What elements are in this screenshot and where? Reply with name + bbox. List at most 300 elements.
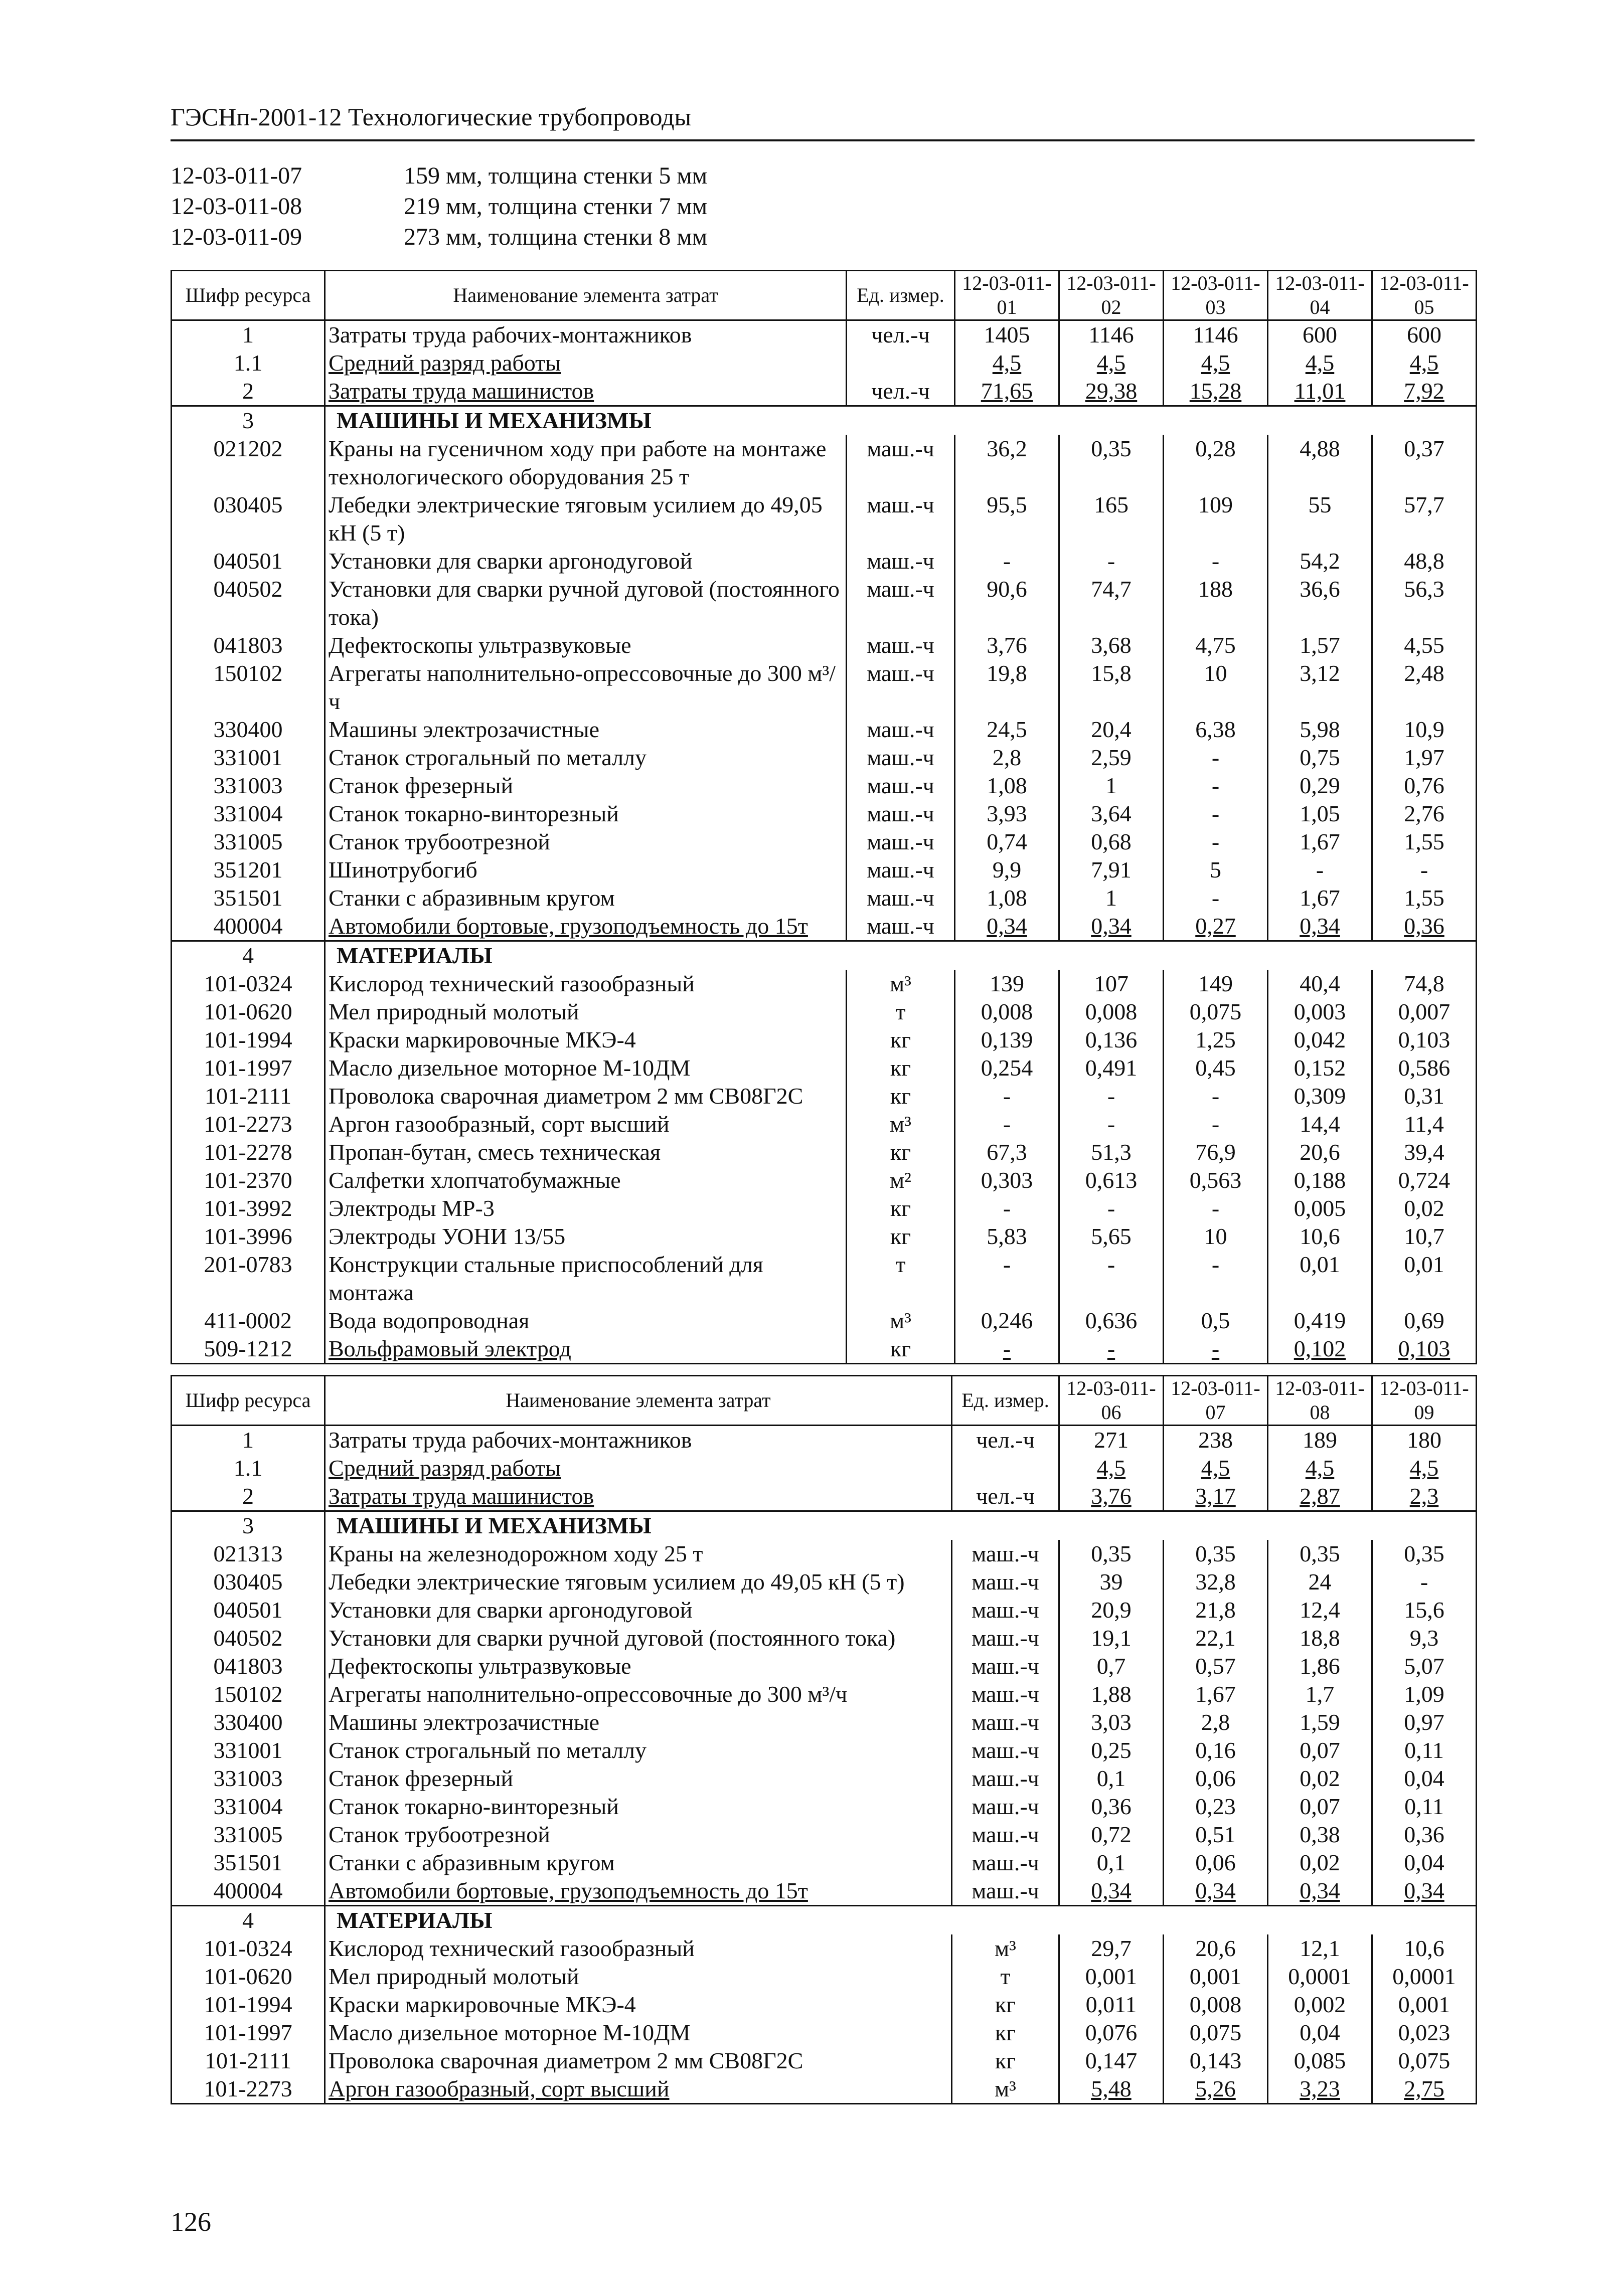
resource-name-text: Кислород технический газообразный bbox=[329, 1935, 695, 1961]
norm-value bbox=[1268, 1194, 1372, 1222]
norm-value-text: 0,139 bbox=[981, 1027, 1033, 1052]
resource-code: 040502 bbox=[172, 575, 325, 631]
norm-value bbox=[1164, 1540, 1268, 1568]
resource-name-text: Шинотрубогиб bbox=[329, 857, 477, 882]
norm-value bbox=[1059, 1426, 1164, 1455]
norm-value bbox=[1268, 1335, 1372, 1364]
norm-value bbox=[1164, 1166, 1268, 1194]
norm-value bbox=[1268, 349, 1372, 377]
norm-value-text: 4,75 bbox=[1195, 632, 1236, 658]
norm-value bbox=[1372, 800, 1477, 828]
norm-value bbox=[1268, 1454, 1372, 1482]
norm-value bbox=[1268, 1482, 1372, 1511]
resource-code: 3 bbox=[172, 406, 325, 435]
norm-value bbox=[1268, 998, 1372, 1026]
section-title: МАШИНЫ И МЕХАНИЗМЫ bbox=[325, 406, 1477, 435]
norm-value-text: - bbox=[1420, 1569, 1428, 1595]
norm-value-text: 1146 bbox=[1193, 322, 1238, 347]
norm-value bbox=[1164, 716, 1268, 744]
norm-value bbox=[1372, 1821, 1477, 1849]
norm-value bbox=[1268, 1793, 1372, 1821]
norm-value-text: 5,48 bbox=[1091, 2076, 1132, 2101]
resource-name bbox=[325, 1877, 952, 1906]
norm-value bbox=[1372, 1335, 1477, 1364]
table-row bbox=[172, 884, 1477, 912]
section-title: МАШИНЫ И МЕХАНИЗМЫ bbox=[325, 1511, 1477, 1540]
norm-value bbox=[1268, 1426, 1372, 1455]
resource-name-text: Затраты труда рабочих-монтажников bbox=[329, 322, 692, 347]
norm-value-text: 20,9 bbox=[1091, 1597, 1132, 1623]
resource-name bbox=[325, 659, 847, 716]
norm-value-text: 0,34 bbox=[987, 913, 1027, 939]
norm-value bbox=[1372, 1110, 1477, 1138]
norm-value-text: 0,075 bbox=[1189, 2020, 1242, 2045]
resource-name bbox=[325, 1764, 952, 1793]
table-row bbox=[172, 1054, 1477, 1082]
norm-value-text: 22,1 bbox=[1195, 1625, 1236, 1651]
norm-value bbox=[1164, 1680, 1268, 1708]
norm-value-text: 0,188 bbox=[1294, 1167, 1346, 1193]
resource-code: 330400 bbox=[172, 716, 325, 744]
resource-code: 040502 bbox=[172, 1624, 325, 1652]
norm-value-text: 109 bbox=[1198, 492, 1233, 517]
resource-code: 101-0324 bbox=[172, 1934, 325, 1963]
norm-value bbox=[1059, 828, 1164, 856]
resource-code: 1 bbox=[172, 320, 325, 349]
norm-value-text: 0,02 bbox=[1300, 1850, 1340, 1875]
norm-value bbox=[1059, 772, 1164, 800]
norm-value-text: 0,07 bbox=[1300, 1794, 1340, 1819]
norm-value-text: 0,102 bbox=[1294, 1336, 1346, 1361]
col-header-unit: Ед. измер. bbox=[952, 1376, 1059, 1426]
resource-name bbox=[325, 491, 847, 547]
norm-value bbox=[955, 575, 1059, 631]
norm-value-text: 0,01 bbox=[1300, 1252, 1340, 1277]
norm-value bbox=[1268, 1222, 1372, 1251]
norm-value bbox=[1059, 1482, 1164, 1511]
norm-value bbox=[955, 1166, 1059, 1194]
unit-of-measure: кг bbox=[952, 2047, 1059, 2075]
resource-name-text: Мел природный молотый bbox=[329, 1964, 579, 1989]
header-rule bbox=[171, 139, 1475, 141]
table-row bbox=[172, 1026, 1477, 1054]
table-row bbox=[172, 1821, 1477, 1849]
unit-of-measure: кг bbox=[847, 1335, 955, 1364]
resource-code: 101-3996 bbox=[172, 1222, 325, 1251]
code-row bbox=[171, 160, 873, 191]
norm-value bbox=[1372, 1540, 1477, 1568]
norm-value bbox=[1268, 1736, 1372, 1764]
norm-value-text: 36,2 bbox=[987, 436, 1027, 461]
norm-value bbox=[1268, 631, 1372, 659]
code-row bbox=[171, 191, 873, 222]
norm-value-text: 0,02 bbox=[1300, 1765, 1340, 1791]
norm-value bbox=[1268, 1596, 1372, 1624]
table-row bbox=[172, 912, 1477, 941]
norm-value-text: 0,136 bbox=[1085, 1027, 1138, 1052]
resource-name-text: Установки для сварки аргонодуговой bbox=[329, 548, 693, 574]
resource-name-text: Электроды УОНИ 13/55 bbox=[329, 1223, 566, 1249]
table-row bbox=[172, 1877, 1477, 1906]
resource-name-text: Масло дизельное моторное М-10ДМ bbox=[329, 1055, 691, 1081]
resource-name-text: Краски маркировочные МКЭ-4 bbox=[329, 1992, 636, 2017]
norm-value bbox=[1059, 1934, 1164, 1963]
norm-value-text: 3,64 bbox=[1091, 801, 1132, 826]
norm-value-text: 0,34 bbox=[1404, 1878, 1444, 1903]
norm-value bbox=[1372, 1624, 1477, 1652]
norm-value bbox=[1268, 716, 1372, 744]
norm-value bbox=[1268, 1963, 1372, 1991]
norm-value bbox=[955, 1194, 1059, 1222]
norm-value-text: 3,23 bbox=[1300, 2076, 1340, 2101]
norm-value bbox=[1164, 1026, 1268, 1054]
resource-name bbox=[325, 1166, 847, 1194]
norm-value bbox=[1059, 884, 1164, 912]
norm-value-text: 0,51 bbox=[1195, 1822, 1236, 1847]
resource-name-text: Машины электрозачистные bbox=[329, 1709, 600, 1735]
norm-value-text: 1,25 bbox=[1195, 1027, 1236, 1052]
norm-value-text: - bbox=[1211, 1111, 1220, 1137]
resource-code: 101-1994 bbox=[172, 1991, 325, 2019]
code-description: 273 мм, толщина стенки 8 мм bbox=[404, 224, 708, 250]
table-row bbox=[172, 1426, 1477, 1455]
resource-name-text: Пропан-бутан, смесь техническая bbox=[329, 1139, 661, 1165]
norm-value bbox=[1268, 1877, 1372, 1906]
resource-name bbox=[325, 1596, 952, 1624]
resource-code: 101-1997 bbox=[172, 1054, 325, 1082]
resource-name bbox=[325, 744, 847, 772]
norm-value bbox=[955, 349, 1059, 377]
norm-value bbox=[1164, 856, 1268, 884]
norm-value-text: 0,005 bbox=[1294, 1195, 1346, 1221]
norm-value-text: 0,11 bbox=[1404, 1794, 1444, 1819]
unit-of-measure: маш.-ч bbox=[952, 1736, 1059, 1764]
norm-value bbox=[1372, 1454, 1477, 1482]
table-row bbox=[172, 377, 1477, 406]
resource-name bbox=[325, 1624, 952, 1652]
norm-value-text: - bbox=[1107, 548, 1115, 574]
norm-value-text: 48,8 bbox=[1404, 548, 1444, 574]
resource-name-text: Станок токарно-винторезный bbox=[329, 1794, 619, 1819]
unit-of-measure: м³ bbox=[847, 1307, 955, 1335]
col-header-norm: 12-03-011-05 bbox=[1372, 271, 1477, 320]
resource-name bbox=[325, 912, 847, 941]
resource-name-text: Станок трубоотрезной bbox=[329, 1822, 550, 1847]
resource-name-text: Станок строгальный по металлу bbox=[329, 1737, 647, 1763]
norm-value-text: 1 bbox=[1105, 773, 1117, 798]
norm-value bbox=[955, 1138, 1059, 1166]
norm-value bbox=[1059, 1793, 1164, 1821]
norm-value-text: 39 bbox=[1099, 1569, 1123, 1595]
norm-value bbox=[1164, 1251, 1268, 1307]
resource-code: 101-3992 bbox=[172, 1194, 325, 1222]
norm-value bbox=[1372, 1963, 1477, 1991]
norm-value bbox=[955, 659, 1059, 716]
norm-value bbox=[1372, 1194, 1477, 1222]
col-header-code: Шифр ресурса bbox=[172, 271, 325, 320]
norm-value-text: 1,08 bbox=[987, 885, 1027, 911]
norm-value bbox=[1059, 800, 1164, 828]
resource-name-text: Дефектоскопы ультразвуковые bbox=[329, 632, 631, 658]
norm-value-text: 0,36 bbox=[1404, 913, 1444, 939]
resource-name-text: Станки с абразивным кругом bbox=[329, 885, 615, 911]
norm-value bbox=[1372, 320, 1477, 349]
table-row bbox=[172, 631, 1477, 659]
col-header-norm: 12-03-011-06 bbox=[1059, 1376, 1164, 1426]
norm-value bbox=[1372, 1736, 1477, 1764]
resource-name bbox=[325, 1335, 847, 1364]
table-row bbox=[172, 1624, 1477, 1652]
table-body bbox=[172, 1426, 1477, 2104]
norm-value-text: 1,09 bbox=[1404, 1681, 1444, 1707]
norm-value-text: 0,491 bbox=[1085, 1055, 1138, 1081]
norm-value-text: - bbox=[1211, 1083, 1220, 1109]
norm-value-text: 0,563 bbox=[1189, 1167, 1242, 1193]
resource-name bbox=[325, 800, 847, 828]
resource-code: 400004 bbox=[172, 912, 325, 941]
unit-of-measure: маш.-ч bbox=[847, 856, 955, 884]
norm-value bbox=[1372, 1222, 1477, 1251]
norm-value-text: 0,1 bbox=[1096, 1850, 1126, 1875]
unit-of-measure: кг bbox=[847, 1194, 955, 1222]
resource-name bbox=[325, 1821, 952, 1849]
norm-value-text: 1,57 bbox=[1300, 632, 1340, 658]
norm-value bbox=[1268, 1166, 1372, 1194]
norm-value bbox=[1268, 1991, 1372, 2019]
section-title: МАТЕРИАЛЫ bbox=[325, 1906, 1477, 1935]
unit-of-measure: маш.-ч bbox=[952, 1708, 1059, 1736]
col-header-unit: Ед. измер. bbox=[847, 271, 955, 320]
table-row bbox=[172, 744, 1477, 772]
norm-value-text: - bbox=[1420, 857, 1428, 882]
norm-value-text: - bbox=[1107, 1252, 1115, 1277]
resource-name bbox=[325, 716, 847, 744]
norm-value-text: 24,5 bbox=[987, 717, 1027, 742]
norm-value-text: 10 bbox=[1204, 1223, 1227, 1249]
table-row bbox=[172, 1138, 1477, 1166]
resource-name-text: Аргон газообразный, сорт высший bbox=[329, 2076, 670, 2101]
resource-name bbox=[325, 1194, 847, 1222]
norm-value-text: 0,23 bbox=[1195, 1794, 1236, 1819]
norm-value bbox=[1164, 575, 1268, 631]
norm-value bbox=[1268, 1110, 1372, 1138]
norm-value-text: 0,36 bbox=[1091, 1794, 1132, 1819]
norm-value bbox=[955, 631, 1059, 659]
unit-of-measure bbox=[847, 349, 955, 377]
unit-of-measure: маш.-ч bbox=[847, 575, 955, 631]
norm-value bbox=[1059, 744, 1164, 772]
norm-value bbox=[1268, 1568, 1372, 1596]
norm-value-text: 0,06 bbox=[1195, 1765, 1236, 1791]
col-header-code: Шифр ресурса bbox=[172, 1376, 325, 1426]
resource-name bbox=[325, 998, 847, 1026]
norm-value bbox=[1268, 1082, 1372, 1110]
resource-code: 201-0783 bbox=[172, 1251, 325, 1307]
norm-value bbox=[1059, 575, 1164, 631]
table-row bbox=[172, 659, 1477, 716]
norm-value bbox=[1059, 1877, 1164, 1906]
table-row bbox=[172, 1568, 1477, 1596]
norm-value-text: 14,4 bbox=[1300, 1111, 1340, 1137]
norm-value bbox=[955, 1335, 1059, 1364]
resource-code: 030405 bbox=[172, 1568, 325, 1596]
unit-of-measure: маш.-ч bbox=[847, 659, 955, 716]
section-row bbox=[172, 1511, 1477, 1540]
norm-value bbox=[1059, 1764, 1164, 1793]
norm-value bbox=[1372, 1138, 1477, 1166]
norm-value bbox=[1268, 772, 1372, 800]
norm-value bbox=[1059, 377, 1164, 406]
norm-value bbox=[1164, 377, 1268, 406]
resource-code: 1.1 bbox=[172, 349, 325, 377]
resource-name bbox=[325, 1991, 952, 2019]
norm-value-text: 4,5 bbox=[1096, 350, 1126, 376]
page-header-title: ГЭСНп-2001-12 Технологические трубопроводы bbox=[171, 103, 692, 131]
resource-code: 331001 bbox=[172, 1736, 325, 1764]
table-row bbox=[172, 1652, 1477, 1680]
norm-value-text: 4,5 bbox=[1305, 1455, 1335, 1481]
resource-code: 331005 bbox=[172, 1821, 325, 1849]
unit-of-measure: маш.-ч bbox=[847, 631, 955, 659]
norm-value-text: 74,8 bbox=[1404, 971, 1444, 996]
table-row bbox=[172, 2019, 1477, 2047]
norm-value-text: 0,29 bbox=[1300, 773, 1340, 798]
norm-value bbox=[1164, 772, 1268, 800]
norm-value-text: 39,4 bbox=[1404, 1139, 1444, 1165]
resource-name bbox=[325, 1426, 952, 1455]
norm-value-text: 7,92 bbox=[1404, 378, 1444, 404]
norm-value bbox=[1372, 1708, 1477, 1736]
resource-code: 040501 bbox=[172, 1596, 325, 1624]
code-id: 12-03-011-07 bbox=[171, 162, 302, 189]
norm-value bbox=[1268, 828, 1372, 856]
col-header-name: Наименование элемента затрат bbox=[325, 271, 847, 320]
norm-value bbox=[955, 912, 1059, 941]
norm-value bbox=[1268, 575, 1372, 631]
norm-value bbox=[1268, 800, 1372, 828]
resource-name bbox=[325, 1680, 952, 1708]
resource-code: 101-2370 bbox=[172, 1166, 325, 1194]
norm-value-text: 57,7 bbox=[1404, 492, 1444, 517]
norm-value-text: - bbox=[1003, 1252, 1011, 1277]
norm-value bbox=[955, 998, 1059, 1026]
norm-value bbox=[1372, 970, 1477, 998]
resource-name-text: Кислород технический газообразный bbox=[329, 971, 695, 996]
norm-value-text: 5,83 bbox=[987, 1223, 1027, 1249]
norm-value-text: 3,76 bbox=[1091, 1483, 1132, 1509]
norm-value-text: 2,8 bbox=[992, 745, 1022, 770]
norm-value bbox=[1059, 998, 1164, 1026]
resource-name-text: Салфетки хлопчатобумажные bbox=[329, 1167, 621, 1193]
norm-value bbox=[955, 884, 1059, 912]
table-row bbox=[172, 575, 1477, 631]
norm-value bbox=[1372, 716, 1477, 744]
norm-value-text: 2,8 bbox=[1201, 1709, 1230, 1735]
norm-value bbox=[955, 828, 1059, 856]
norm-value bbox=[1059, 1454, 1164, 1482]
norm-value-text: 1,55 bbox=[1404, 885, 1444, 911]
norm-value-text: 1,67 bbox=[1300, 885, 1340, 911]
norm-value-text: 1,08 bbox=[987, 773, 1027, 798]
norm-value-text: 2,75 bbox=[1404, 2076, 1444, 2101]
norm-value bbox=[955, 1082, 1059, 1110]
resource-code: 3 bbox=[172, 1511, 325, 1540]
norm-value-text: 29,38 bbox=[1085, 378, 1138, 404]
norm-value-text: 0,16 bbox=[1195, 1737, 1236, 1763]
norm-value-text: 10,6 bbox=[1404, 1935, 1444, 1961]
norm-value-text: 19,8 bbox=[987, 660, 1027, 686]
table-row bbox=[172, 1251, 1477, 1307]
norm-value bbox=[1164, 2047, 1268, 2075]
norm-value bbox=[1164, 1849, 1268, 1877]
norm-value-text: 10,9 bbox=[1404, 717, 1444, 742]
resource-name bbox=[325, 1736, 952, 1764]
norm-value bbox=[1268, 884, 1372, 912]
norm-value bbox=[1059, 1540, 1164, 1568]
norm-value-text: 0,69 bbox=[1404, 1308, 1444, 1333]
resource-name-text: Станок фрезерный bbox=[329, 1765, 514, 1791]
norm-value bbox=[1059, 1568, 1164, 1596]
norm-value bbox=[1268, 744, 1372, 772]
norm-value bbox=[1268, 320, 1372, 349]
table-row bbox=[172, 1110, 1477, 1138]
norm-value-text: 0,36 bbox=[1404, 1822, 1444, 1847]
norm-value-text: 0,001 bbox=[1398, 1992, 1450, 2017]
norm-value bbox=[1164, 1482, 1268, 1511]
table-header-row bbox=[172, 1376, 1477, 1426]
norm-value bbox=[1059, 1110, 1164, 1138]
norm-value bbox=[1059, 1680, 1164, 1708]
norm-value-text: 0,02 bbox=[1404, 1195, 1444, 1221]
resource-code: 101-1997 bbox=[172, 2019, 325, 2047]
resource-name bbox=[325, 1482, 952, 1511]
resource-name bbox=[325, 1708, 952, 1736]
norm-value bbox=[955, 1307, 1059, 1335]
norm-value-text: - bbox=[1211, 745, 1220, 770]
norm-value-text: 0,103 bbox=[1398, 1336, 1450, 1361]
table-row bbox=[172, 435, 1477, 491]
unit-of-measure: маш.-ч bbox=[847, 828, 955, 856]
table-body bbox=[172, 320, 1477, 1364]
norm-value bbox=[1059, 1026, 1164, 1054]
norm-value bbox=[1268, 1934, 1372, 1963]
norm-value bbox=[1164, 1652, 1268, 1680]
resource-code: 2 bbox=[172, 1482, 325, 1511]
norm-value bbox=[1059, 1222, 1164, 1251]
resource-code: 040501 bbox=[172, 547, 325, 575]
norm-value-text: 0,25 bbox=[1091, 1737, 1132, 1763]
norm-value bbox=[955, 1026, 1059, 1054]
norm-value bbox=[1059, 856, 1164, 884]
norm-value bbox=[1164, 1596, 1268, 1624]
norm-value-text: - bbox=[1211, 1336, 1220, 1361]
norm-value-text: 0,152 bbox=[1294, 1055, 1346, 1081]
table-row bbox=[172, 1680, 1477, 1708]
norm-value bbox=[1268, 1821, 1372, 1849]
norm-value bbox=[1268, 1054, 1372, 1082]
norm-value-text: 139 bbox=[990, 971, 1024, 996]
norm-value-text: 0,35 bbox=[1091, 436, 1132, 461]
norm-value bbox=[1164, 1934, 1268, 1963]
norm-value-text: 19,1 bbox=[1091, 1625, 1132, 1651]
norm-value bbox=[1059, 1307, 1164, 1335]
resource-name bbox=[325, 2019, 952, 2047]
norm-value-text: 0,303 bbox=[981, 1167, 1033, 1193]
norm-value bbox=[1164, 1568, 1268, 1596]
resource-name bbox=[325, 1082, 847, 1110]
norm-value bbox=[1164, 1963, 1268, 1991]
table-row bbox=[172, 2075, 1477, 2104]
